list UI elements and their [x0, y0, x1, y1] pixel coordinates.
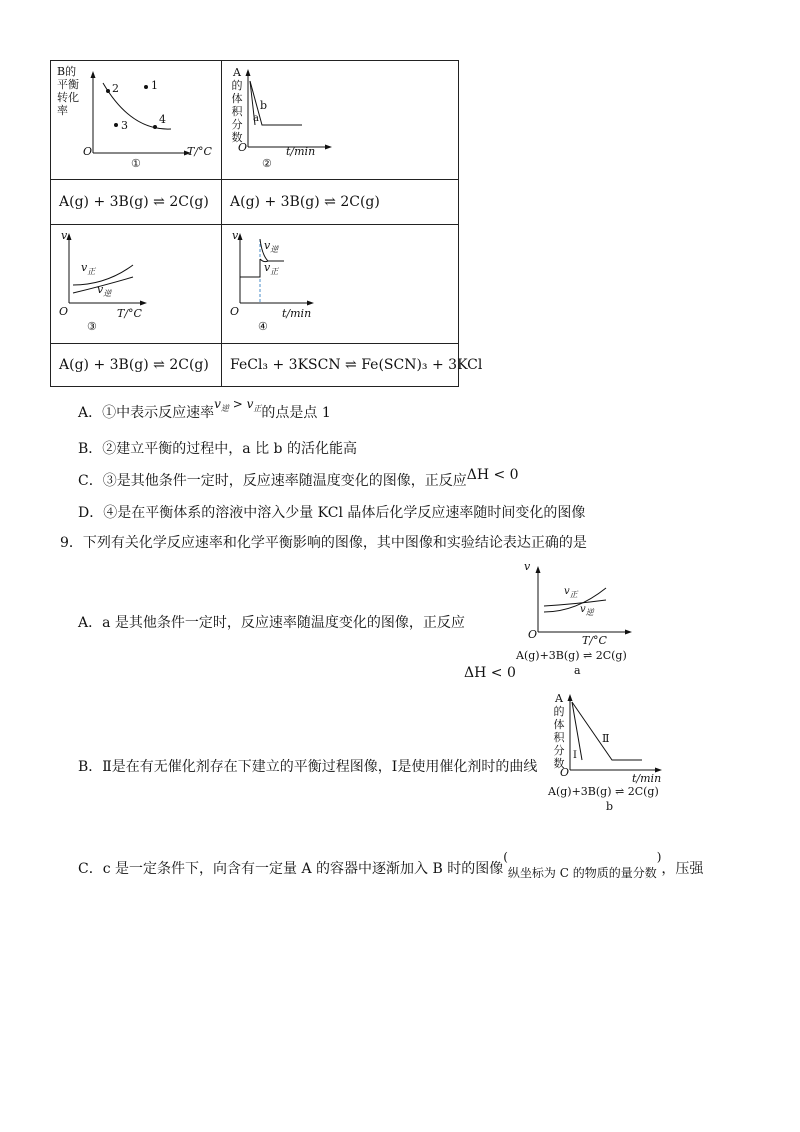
q9-option-a-dh: ΔH < 0: [464, 665, 516, 681]
qb-ylabel: A 的 体 积 分 数: [553, 692, 565, 770]
g2-ylabel: A 的 体 积 分 数: [231, 66, 243, 144]
q8-option-a[interactable]: A．①中表示反应速率$v_逆 > v_正$的点是点 1: [78, 397, 331, 421]
cell-graph-1: [51, 61, 222, 180]
g1-y-arrow: [91, 71, 96, 78]
qa-equation: A(g)+3B(g) ⇌ 2C(g): [516, 649, 627, 662]
q8-option-c[interactable]: C．③是其他条件一定时，反应速率随温度变化的图像，正反应ΔH < 0: [78, 467, 519, 489]
qa-origin: O: [528, 628, 538, 641]
q9-option-a[interactable]: A．a 是其他条件一定时，反应速率随温度变化的图像，正反应: [78, 615, 465, 631]
q8-option-b[interactable]: B．②建立平衡的过程中，a 比 b 的活化能高: [78, 441, 357, 457]
qa-xlabel: T/°C: [582, 634, 607, 647]
cell-eq-1: [51, 180, 222, 225]
cell-graph-4: [222, 225, 459, 344]
cell-eq-2: [222, 180, 459, 225]
g1-point-4: [153, 125, 157, 129]
equation-3: A(g) + 3B(g) ⇌ 2C(g): [59, 357, 209, 373]
q8-figure-table: [50, 60, 483, 387]
q9-stem: 9．下列有关化学反应速率和化学平衡影响的图像，其中图像和实验结论表达正确的是: [60, 535, 587, 551]
g2-label-a: a: [253, 113, 259, 124]
cell-graph-2: [222, 61, 459, 180]
q9-option-c[interactable]: C．c 是一定条件下，向含有一定量 A 的容器中逐渐加入 B 时的图像(纵坐标为 C 的物质的量分数)，压强: [78, 850, 704, 880]
qb-origin: O: [560, 766, 570, 779]
qb-label-I: Ⅰ: [573, 750, 577, 761]
g4-number: ④: [258, 320, 268, 333]
g4-label-forward: $v_正$: [264, 261, 279, 276]
g2-label-b: b: [260, 99, 268, 112]
g3-number: ③: [87, 320, 97, 333]
q9-figure-a: [516, 560, 646, 680]
g1-point-1: [144, 85, 148, 89]
g4-origin: O: [230, 305, 240, 318]
g1-number: ①: [131, 157, 141, 170]
g1-label-2: 2: [112, 82, 119, 95]
g4-curve-forward: [240, 259, 260, 277]
cell-eq-3: [51, 344, 222, 387]
qb-xlabel: t/min: [632, 772, 662, 785]
g3-ylabel: v: [61, 229, 68, 242]
g4-xlabel: t/min: [282, 307, 312, 320]
g1-label-4: 4: [159, 113, 166, 126]
qb-label-II: Ⅱ: [602, 732, 610, 745]
g3-xlabel: T/°C: [117, 307, 142, 320]
g3-label-forward: $v_正$: [81, 261, 96, 276]
qb-equation: A(g)+3B(g) ⇌ 2C(g): [548, 785, 659, 798]
qa-caption: a: [574, 664, 581, 677]
equation-4: FeCl₃ + 3KSCN ⇌ Fe(SCN)₃ + 3KCl: [230, 357, 483, 373]
g1-point-3: [114, 123, 118, 127]
g4-label-reverse: $v_逆$: [264, 239, 279, 254]
qb-curve-II: [572, 702, 642, 760]
qa-ylabel: v: [524, 560, 531, 573]
g4-ylabel: v: [232, 229, 239, 242]
graph-3-svg: [51, 225, 221, 343]
equation-2: A(g) + 3B(g) ⇌ 2C(g): [230, 194, 380, 210]
g1-label-1: 1: [151, 79, 158, 92]
g3-label-reverse: $v_逆$: [97, 283, 112, 298]
equation-1: A(g) + 3B(g) ⇌ 2C(g): [59, 194, 209, 210]
g1-xlabel: T/°C: [187, 145, 212, 158]
g2-xlabel: t/min: [286, 145, 316, 158]
g1-origin: O: [83, 145, 93, 158]
q8-a-rate-expression: $v_逆 > v_正$: [214, 397, 262, 413]
g1-point-2: [106, 89, 110, 93]
q9-option-b[interactable]: B．Ⅱ是在有无催化剂存在下建立的平衡过程图像，Ⅰ是使用催化剂时的曲线: [78, 759, 538, 775]
qb-caption: b: [606, 800, 614, 813]
g2-origin: O: [238, 141, 248, 154]
cell-graph-3: [51, 225, 222, 344]
q8-option-d[interactable]: D．④是在平衡体系的溶液中溶入少量 KCl 晶体后化学反应速率随时间变化的图像: [78, 505, 586, 521]
g3-origin: O: [59, 305, 69, 318]
qa-label-reverse: $v_逆$: [580, 604, 594, 617]
qa-label-forward: $v_正$: [564, 586, 578, 599]
g2-number: ②: [262, 157, 272, 170]
g1-label-3: 3: [121, 119, 128, 132]
q9-figure-b: [546, 690, 676, 824]
g1-ylabel: B的 平衡 转化 率: [57, 65, 79, 117]
cell-eq-4: [222, 344, 483, 387]
